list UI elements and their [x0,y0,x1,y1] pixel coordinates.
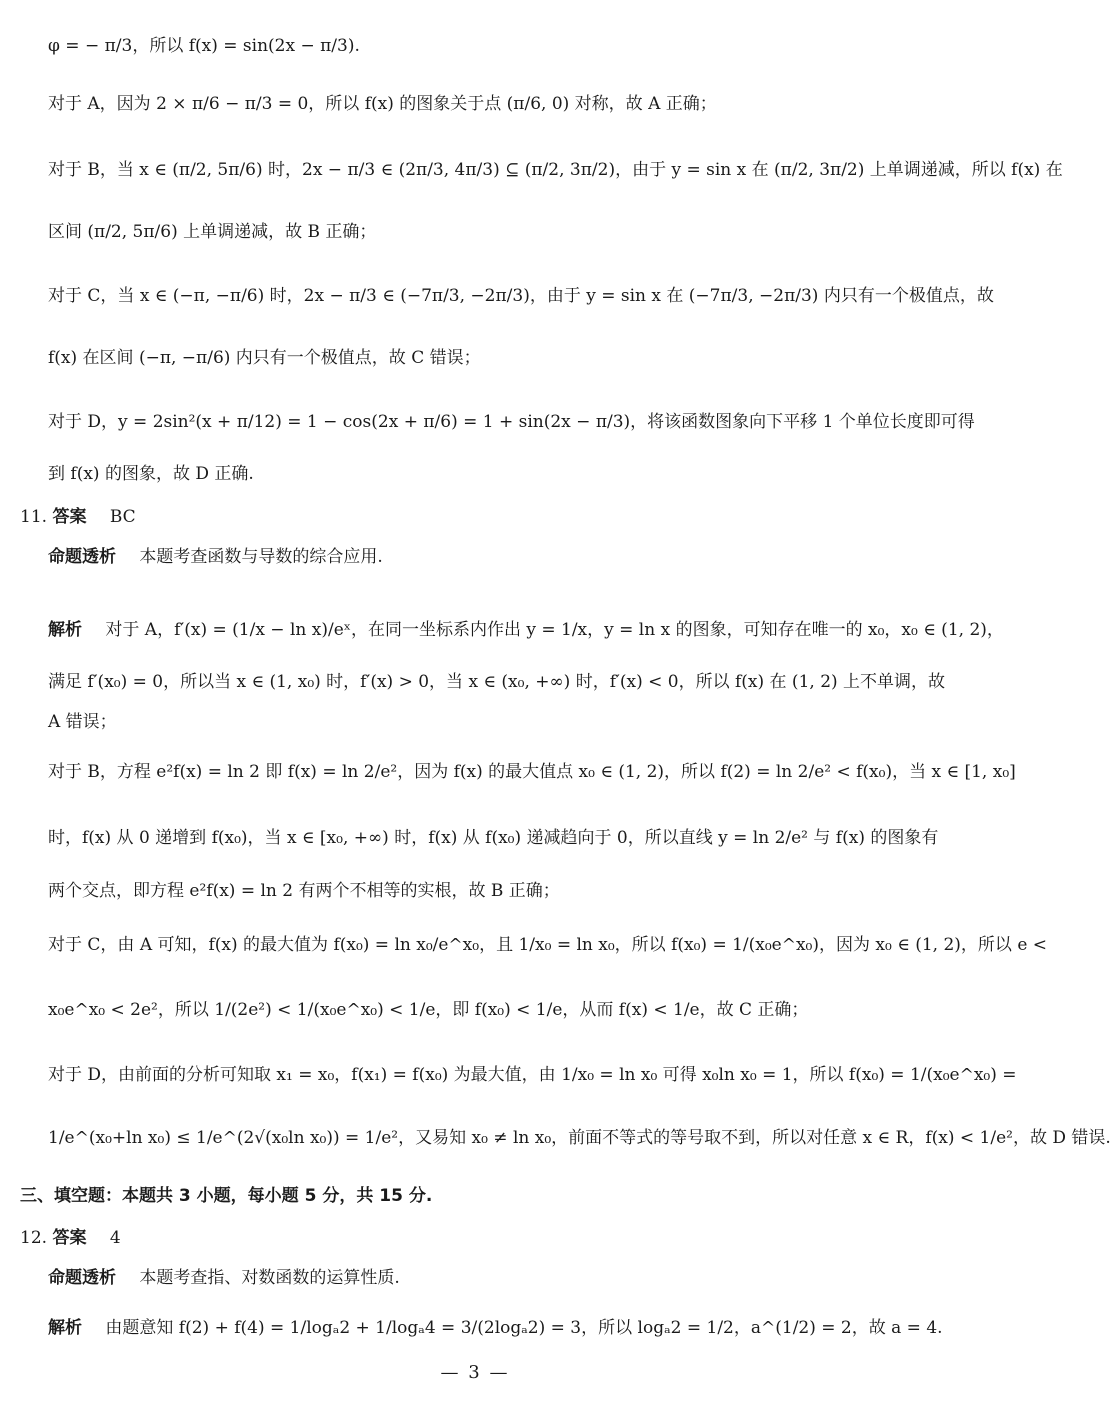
q10-option-c-cont: f(x) 在区间 (−π, −π/6) 内只有一个极值点，故 C 错误； [48,348,481,368]
q11-solution-line: 时，f(x) 从 0 递增到 f(x₀)，当 x ∈ [x₀, +∞) 时，f(x) 从 f(x₀) 递减趋向于 0，所以直线 y = ln 2/e² 与 f(x) 的图象有 [48,828,939,848]
section-heading: 三、填空题：本题共 3 小题，每小题 5 分，共 15 分. [20,1186,433,1206]
q12-number: 12. [20,1228,48,1248]
q10-option-a: 对于 A，因为 2 × π/6 − π/3 = 0，所以 f(x) 的图象关于点 (π/6, 0) 对称，故 A 正确； [48,94,717,114]
q12-analysis: 本题考查指、对数函数的运算性质. [139,1268,400,1288]
page-number: — 3 — [440,1362,510,1383]
q11-number: 11. [20,507,48,527]
q11-solution-line: 对于 B，方程 e²f(x) = ln 2 即 f(x) = ln 2/e²，因为 f(x) 的最大值点 x₀ ∈ (1, 2)，所以 f(2) = ln 2/e² < f(x₀)，当 x ∈ [1, x₀] [48,762,1016,782]
q12-answer: 4 [109,1228,121,1248]
q10-option-d: 对于 D，y = 2sin²(x + π/12) = 1 − cos(2x + π/6) = 1 + sin(2x − π/3)，将该函数图象向下平移 1 个单位长度即可得 [48,412,975,432]
q10-line-phi: φ = − π/3，所以 f(x) = sin(2x − π/3). [48,36,360,56]
q12-answer-row [20,1226,900,1250]
q11-solution-line: 对于 C，由 A 可知，f(x) 的最大值为 f(x₀) = ln x₀/e^x₀，且 1/x₀ = ln x₀，所以 f(x₀) = 1/(x₀e^x₀)，因为 x₀ ∈ (1, 2)，所以 e < [48,935,1048,955]
q12-answer-label: 答案 [52,1228,87,1248]
q10-option-b: 对于 B，当 x ∈ (π/2, 5π/6) 时，2x − π/3 ∈ (2π/3, 4π/3) ⊆ (π/2, 3π/2)，由于 y = sin x 在 (π/2, 3π/2) 上单调递减，所以 f(x) 在 [48,160,1063,180]
q12-solution-label: 解析 [48,1318,82,1338]
q11-answer: BC [109,507,136,527]
q11-solution-line: 满足 f′(x₀) = 0，所以当 x ∈ (1, x₀) 时，f′(x) > 0，当 x ∈ (x₀, +∞) 时，f′(x) < 0，所以 f(x) 在 (1, 2) 上不单调，故 [48,672,946,692]
q11-solution-line: 对于 D，由前面的分析可知取 x₁ = x₀，f(x₁) = f(x₀) 为最大值，由 1/x₀ = ln x₀ 可得 x₀ln x₀ = 1，所以 f(x₀) = 1/(x₀e^x₀) = [48,1065,1017,1085]
q10-option-c: 对于 C，当 x ∈ (−π, −π/6) 时，2x − π/3 ∈ (−7π/3, −2π/3)，由于 y = sin x 在 (−7π/3, −2π/3) 内只有一个极值点，故 [48,286,994,306]
q12-solution: 由题意知 f(2) + f(4) = 1/logₐ2 + 1/logₐ4 = 3/(2logₐ2) = 3，所以 logₐ2 = 1/2，a^(1/2) = 2，故 a = 4. [105,1318,943,1338]
q11-answer-row [20,505,900,529]
q10-option-d-cont: 到 f(x) 的图象，故 D 正确. [48,464,254,484]
q11-solution-line: 1/e^(x₀+ln x₀) ≤ 1/e^(2√(x₀ln x₀)) = 1/e²，又易知 x₀ ≠ ln x₀，前面不等式的等号取不到，所以对任意 x ∈ R，f(x) < 1/e²，故 D 错误. [48,1128,1111,1148]
q11-analysis-row [48,545,928,569]
q11-solution-label: 解析 [48,620,82,640]
q11-analysis-label: 命题透析 [48,547,116,567]
q10-option-b-cont: 区间 (π/2, 5π/6) 上单调递减，故 B 正确； [48,222,377,242]
q11-solution-line: 两个交点，即方程 e²f(x) = ln 2 有两个不相等的实根，故 B 正确； [48,881,560,901]
q12-solution-row [48,1316,943,1340]
q12-analysis-row [48,1266,928,1290]
q11-solution-line: 对于 A，f′(x) = (1/x − ln x)/eˣ，在同一坐标系内作出 y = 1/x，y = ln x 的图象，可知存在唯一的 x₀，x₀ ∈ (1, 2)， [105,620,1004,640]
q11-answer-label: 答案 [52,507,87,527]
q11-solution-row [48,618,1004,642]
q11-solution-line: A 错误； [48,712,117,732]
q11-solution-line: x₀e^x₀ < 2e²，所以 1/(2e²) < 1/(x₀e^x₀) < 1/e，即 f(x₀) < 1/e，从而 f(x) < 1/e，故 C 正确； [48,1000,809,1020]
q12-analysis-label: 命题透析 [48,1268,116,1288]
q11-analysis: 本题考查函数与导数的综合应用. [139,547,383,567]
